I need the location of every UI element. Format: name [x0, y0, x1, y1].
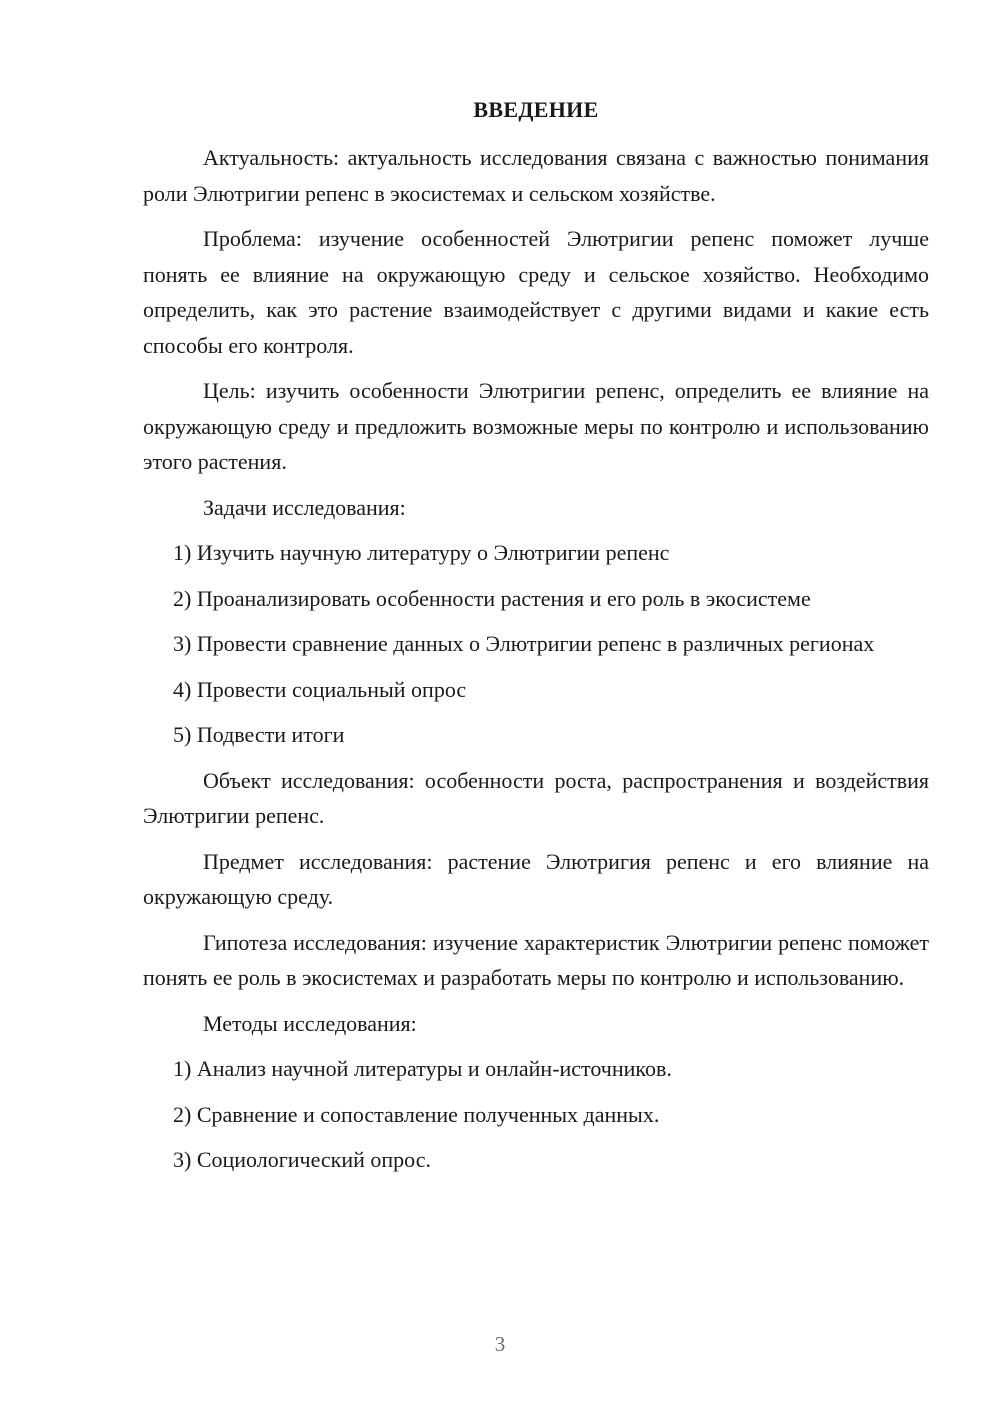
- task-item: 2) Проанализировать особенности растения и его роль в экосистеме: [173, 585, 811, 611]
- task-item: 1) Изучить научную литературу о Элютригии репенс: [173, 540, 670, 565]
- document-title: ВВЕДЕНИЕ: [473, 97, 599, 122]
- methods-list: [143, 1051, 929, 1178]
- object-paragraph: Объект исследования: особенности роста, распространения и воздействия Элютригии репенс.: [143, 767, 929, 828]
- page-number: 3: [494, 1332, 506, 1356]
- tasks-list: [143, 535, 929, 753]
- relevance-paragraph: Актуальность: актуальность исследования связана с важностью понимания роли Элютригии репенс в экосистемах и сельском хозяйстве.: [143, 145, 929, 206]
- goal-paragraph: Цель: изучить особенности Элютригии репенс, определить ее влияние на окружающую среду и предложить возможные меры по контролю и использованию этого растения.: [143, 378, 929, 474]
- subject-paragraph: Предмет исследования: растение Элютригия репенс и его влияние на окружающую среду.: [143, 848, 929, 909]
- method-item: 1) Анализ научной литературы и онлайн-источников.: [173, 1056, 672, 1081]
- problem-paragraph: Проблема: изучение особенностей Элютригии репенс поможет лучше понять ее влияние на окружающую среду и сельское хозяйство. Необходимо определить, как это растение взаимодействует с другими видами и какие есть способы его контроля.: [143, 226, 929, 358]
- method-item: 2) Сравнение и сопоставление полученных данных.: [173, 1101, 660, 1127]
- tasks-heading: Задачи исследования:: [203, 494, 406, 520]
- document-page: [143, 96, 929, 1188]
- methods-heading: Методы исследования:: [203, 1010, 417, 1036]
- task-item: 5) Подвести итоги: [173, 722, 345, 747]
- hypothesis-paragraph: Гипотеза исследования: изучение характеристик Элютригии репенс поможет понять ее роль в экосистемах и разработать меры по контролю и использованию.: [143, 929, 929, 990]
- task-item: 4) Провести социальный опрос: [173, 676, 467, 702]
- task-item: 3) Провести сравнение данных о Элютригии репенс в различных регионах: [173, 631, 875, 656]
- method-item: 3) Социологический опрос.: [173, 1147, 431, 1172]
